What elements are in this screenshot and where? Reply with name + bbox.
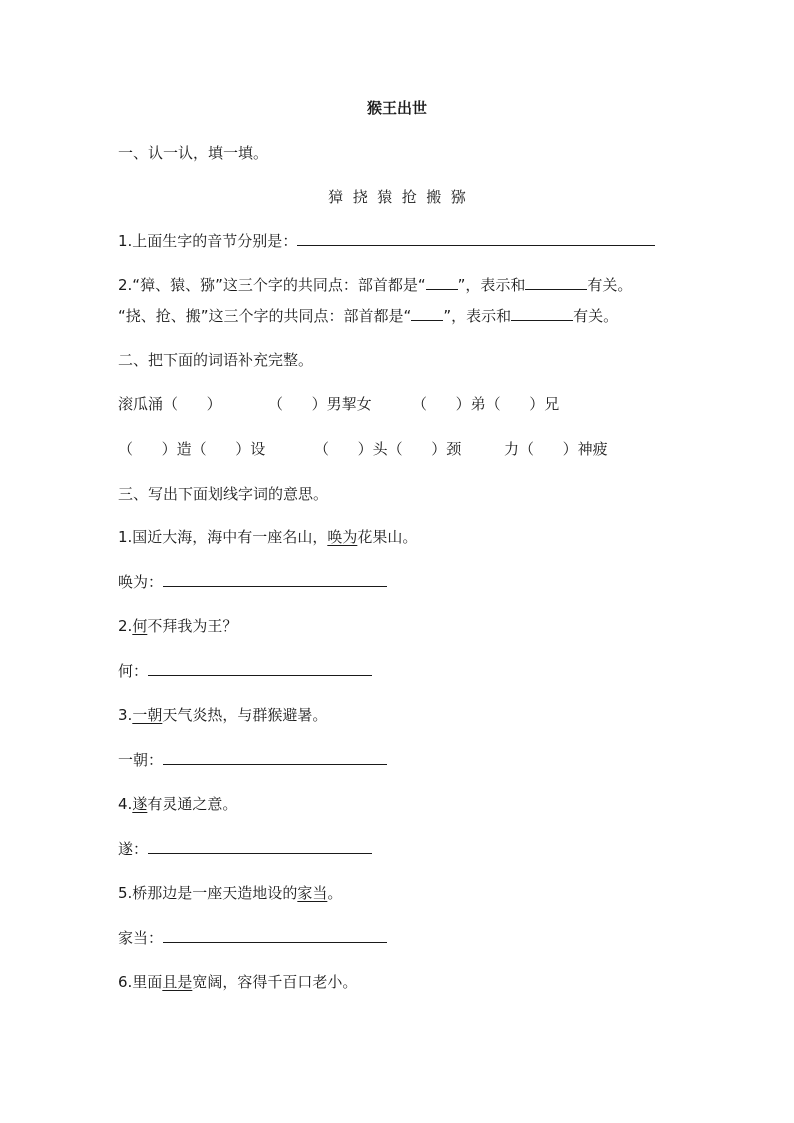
idiom-item: （ ）弟（ ）兄 [412,395,560,413]
answer-label: 何： [118,662,149,680]
sentence-text: 2. [118,617,133,635]
section2-heading: 二、把下面的词语补充完整。 [118,351,314,369]
question-text: 1.上面生字的音节分别是： [118,232,298,250]
sentence-text: 天气炎热，与群猴避暑。 [162,706,328,724]
sentence-1 [118,527,417,547]
answer-blank[interactable] [148,661,372,676]
answer-line-4 [118,839,372,859]
underlined-word: 且是 [162,973,193,991]
sentence-text: 3. [118,706,133,724]
answer-blank[interactable] [511,306,573,321]
question-text: ”，表示和 [457,276,526,294]
question-1-2a [118,275,632,295]
sentence-3 [118,705,327,725]
sentence-4 [118,794,237,814]
idiom-row-1 [118,394,559,414]
answer-blank[interactable] [411,306,443,321]
answer-blank[interactable] [297,231,655,246]
idiom-item: （ ）男挈女 [268,395,372,413]
sentence-text: 宽阔，容得千百口老小。 [192,973,358,991]
section3-heading: 三、写出下面划线字词的意思。 [118,485,329,503]
answer-line-3 [118,750,387,770]
underlined-word: 唤为 [327,528,358,546]
sentence-text: 5.桥那边是一座天造地设的 [118,884,298,902]
question-text: ”，表示和 [443,307,512,325]
sentence-text: 。 [327,884,343,902]
answer-label: 一朝： [118,751,164,769]
sentence-2 [118,616,237,636]
answer-line-5 [118,928,387,948]
question-text: 2.“獐、猿、猕”这三个字的共同点：部首都是“ [118,276,426,294]
idiom-item: （ ）造（ ）设 [118,440,266,458]
question-text: 有关。 [573,307,619,325]
answer-blank[interactable] [163,572,387,587]
sentence-text: 不拜我为王？ [147,617,238,635]
sentence-text: 有灵通之意。 [147,795,238,813]
sentence-text: 4. [118,795,133,813]
character-list [0,187,794,207]
answer-label: 遂： [118,840,149,858]
answer-blank[interactable] [426,275,458,290]
idiom-item: 滚瓜涌（ ） [118,395,222,413]
idiom-item: 力（ ）神疲 [504,440,608,458]
sentence-text: 花果山。 [357,528,418,546]
question-text: “挠、抢、搬”这三个字的共同点：部首都是“ [118,307,412,325]
idiom-item: （ ）头（ ）颈 [314,440,462,458]
answer-blank[interactable] [525,275,587,290]
underlined-word: 家当 [297,884,328,902]
sentence-text: 1.国近大海，海中有一座名山， [118,528,328,546]
character-list-text: 獐 挠 猿 抢 搬 猕 [328,188,466,206]
sentence-6 [118,972,357,992]
idiom-row-2 [118,439,608,459]
question-1-2b [118,306,618,326]
section1-heading: 一、认一认，填一填。 [118,144,269,162]
answer-blank[interactable] [163,928,387,943]
answer-label: 唤为： [118,573,164,591]
answer-line-1 [118,572,387,592]
answer-blank[interactable] [163,750,387,765]
answer-line-2 [118,661,372,681]
underlined-word: 遂 [132,795,148,813]
underlined-word: 何 [132,617,148,635]
question-1-1 [118,231,655,251]
question-text: 有关。 [587,276,633,294]
sentence-text: 6.里面 [118,973,163,991]
answer-blank[interactable] [148,839,372,854]
answer-label: 家当： [118,929,164,947]
page-title: 猴王出世 [366,99,427,117]
sentence-5 [118,883,342,903]
underlined-word: 一朝 [132,706,163,724]
